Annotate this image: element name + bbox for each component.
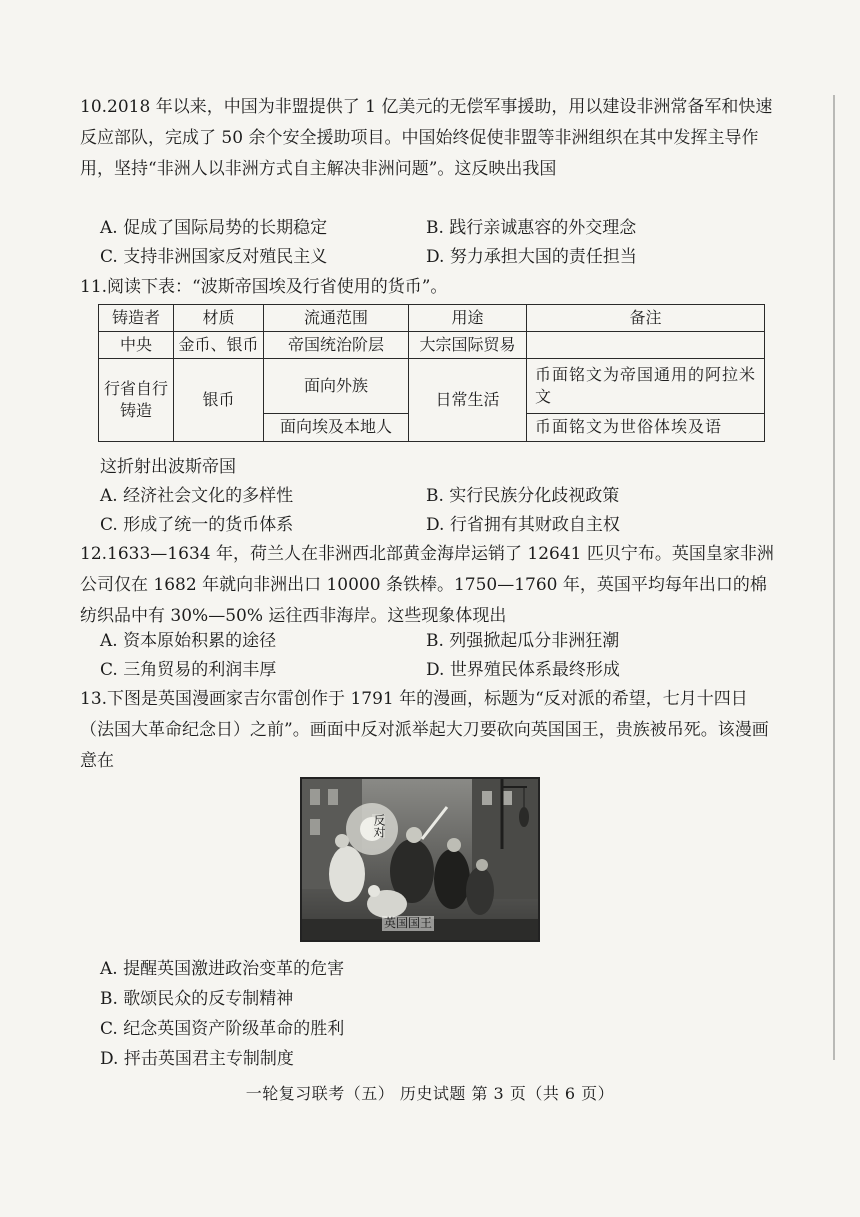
table-header-row [99, 305, 765, 332]
option-b[interactable]: B. 歌颂民众的反专制精神 [100, 989, 294, 1009]
question-number: 12. [80, 544, 108, 564]
option-a[interactable]: A. 提醒英国激进政治变革的危害 [100, 959, 345, 979]
option-c[interactable]: C. 形成了统一的货币体系 [100, 515, 294, 535]
question-10-options [100, 213, 780, 271]
table-cell: 银币 [174, 359, 264, 442]
question-11-options [100, 481, 780, 539]
option-c[interactable]: C. 支持非洲国家反对殖民主义 [100, 247, 328, 267]
table-row [99, 332, 765, 359]
cartoon-label-king: 英国国王 [384, 916, 433, 930]
binding-line [833, 95, 835, 1060]
table-cell: 金币、银币 [174, 332, 264, 359]
table-header: 材质 [174, 305, 264, 332]
table-cell: 中央 [99, 332, 174, 359]
question-10-stem [80, 92, 780, 185]
question-12-options [100, 626, 780, 684]
question-number: 13. [80, 689, 108, 709]
option-d[interactable]: D. 世界殖民体系最终形成 [426, 660, 620, 680]
table-cell: 币面铭文为帝国通用的阿拉米文 [527, 359, 765, 413]
option-d[interactable]: D. 努力承担大国的责任担当 [426, 247, 637, 267]
question-text: 1633—1634 年，荷兰人在非洲西北部黄金海岸运销了 12641 匹贝宁布。英国皇家非洲公司仅在 1682 年就向非洲出口 10000 条铁棒。1750—1760 年，英国平均每年出口的棉纺织品中有 30%—50% 运往西非海岸。这些现象体现出 [80, 544, 774, 626]
option-b[interactable]: B. 列强掀起瓜分非洲狂潮 [426, 631, 620, 651]
option-c[interactable]: C. 三角贸易的利润丰厚 [100, 660, 277, 680]
option-d[interactable]: D. 抨击英国君主专制制度 [100, 1049, 294, 1069]
question-number: 11. [80, 277, 108, 297]
question-text: 2018 年以来，中国为非盟提供了 1 亿美元的无偿军事援助，用以建设非洲常备军和快速反应部队，完成了 50 余个安全援助项目。中国始终促使非盟等非洲组织在其中发挥主导作用，坚持“非洲人以非洲方式自主解决非洲问题”。这反映出我国 [80, 97, 773, 179]
question-13-options [100, 954, 780, 1074]
table-row [99, 359, 765, 413]
table-cell: 日常生活 [409, 359, 527, 442]
question-11-lead: 这折射出波斯帝国 [100, 457, 236, 477]
question-text: 下图是英国漫画家吉尔雷创作于 1791 年的漫画，标题为“反对派的希望，七月十四日（法国大革命纪念日）之前”。画面中反对派举起大刀要砍向英国国王，贵族被吊死。该漫画意在 [80, 689, 769, 771]
question-11-stem [80, 272, 780, 303]
option-b[interactable]: B. 践行亲诚惠容的外交理念 [426, 218, 637, 238]
page-footer: 一轮复习联考（五） 历史试题 第 3 页（共 6 页） [245, 1084, 615, 1103]
table-cell: 面向埃及本地人 [264, 413, 409, 441]
option-a[interactable]: A. 经济社会文化的多样性 [100, 486, 294, 506]
table-cell [527, 332, 765, 359]
table-header: 备注 [527, 305, 765, 332]
table-header: 铸造者 [99, 305, 174, 332]
table-cell: 行省自行铸造 [99, 359, 174, 442]
option-b[interactable]: B. 实行民族分化歧视政策 [426, 486, 620, 506]
question-13-stem [80, 684, 780, 777]
currency-table [98, 304, 765, 442]
question-12-stem [80, 539, 780, 632]
cartoon-label-opposition: 反对 [372, 814, 386, 838]
option-a[interactable]: A. 资本原始积累的途径 [100, 631, 277, 651]
option-c[interactable]: C. 纪念英国资产阶级革命的胜利 [100, 1019, 345, 1039]
option-d[interactable]: D. 行省拥有其财政自主权 [426, 515, 620, 535]
table-cell: 币面铭文为世俗体埃及语 [527, 413, 765, 441]
table-header: 流通范围 [264, 305, 409, 332]
table-header: 用途 [409, 305, 527, 332]
question-text: 阅读下表：“波斯帝国埃及行省使用的货币”。 [107, 277, 448, 297]
table-cell: 帝国统治阶层 [264, 332, 409, 359]
cartoon-image [300, 777, 540, 942]
option-a[interactable]: A. 促成了国际局势的长期稳定 [100, 218, 328, 238]
question-number: 10. [80, 97, 108, 117]
table-cell: 面向外族 [264, 359, 409, 413]
table-cell: 大宗国际贸易 [409, 332, 527, 359]
